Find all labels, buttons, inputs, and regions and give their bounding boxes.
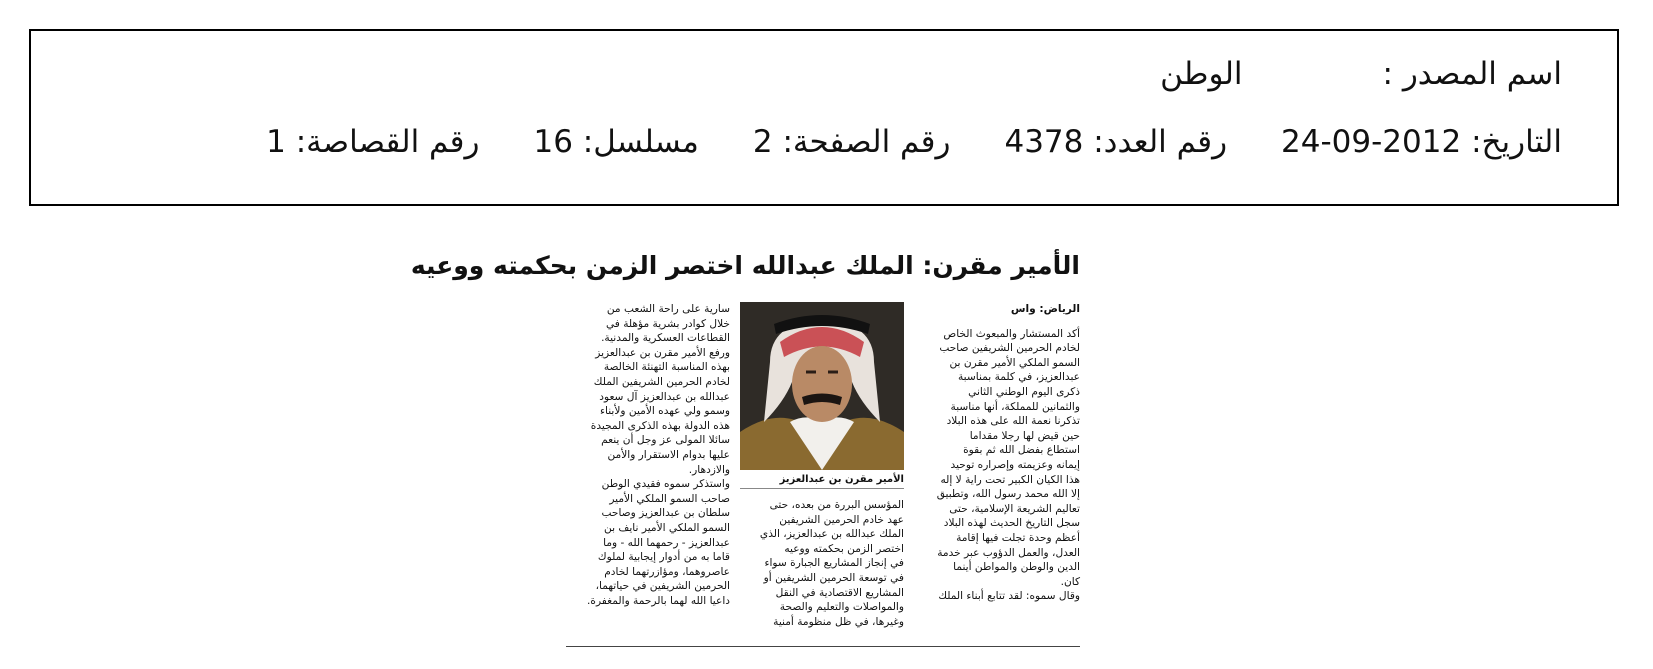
- date-label: التاريخ:: [1471, 124, 1562, 160]
- clip-value: 1: [266, 124, 286, 160]
- article-text-line: واستذكر سموه فقيدي الوطن: [601, 478, 730, 491]
- newspaper-article: [410, 250, 1080, 650]
- page-value: 2: [752, 124, 773, 160]
- article-text-line: أعظم وحدة تجلت فيها إقامة: [956, 531, 1080, 544]
- article-text-line: ذكرى اليوم الوطني الثاني: [968, 385, 1080, 398]
- article-text-line: وغيرها، في ظل منظومة أمنية: [773, 615, 904, 628]
- article-column-right: [920, 302, 1080, 604]
- issue-label: رقم العدد:: [1093, 124, 1228, 160]
- article-text-line: والثمانين للمملكة، أنها مناسبة: [950, 400, 1080, 413]
- article-text-line: المؤسس البررة من بعده، حتى: [769, 499, 904, 511]
- article-text-line: لخادم الحرمين الشريفين صاحب: [939, 342, 1080, 355]
- article-text-line: الحرمين الشريفين في حياتهما،: [595, 580, 730, 593]
- article-text-line: صاحب السمو الملكي الأمير: [609, 492, 730, 505]
- article-text-line: السمو الملكي الأمير مقرن بن: [949, 356, 1080, 369]
- article-text-line: عاصروهما، ومؤازرتهما لخادم: [604, 565, 730, 578]
- article-text-line: الملك عبدالله بن عبدالعزيز، الذي: [759, 528, 904, 541]
- serial-value: 16: [533, 124, 573, 160]
- article-text-line: تذكرنا نعمة الله على هذه البلاد: [946, 415, 1080, 428]
- article-text-line: هذه الدولة بهذه الذكرى المجيدة: [590, 419, 730, 432]
- details-row: [266, 124, 1562, 160]
- article-text-line: سائلا المولى عز وجل أن ينعم: [601, 434, 730, 447]
- clip-label: رقم القصاصة:: [295, 124, 480, 160]
- serial-label: مسلسل:: [582, 124, 699, 160]
- source-row: [1160, 56, 1562, 92]
- article-text-line: الدين والوطن والمواطن أينما: [953, 561, 1080, 574]
- article-column-left: [566, 302, 730, 608]
- column-right-text: [920, 327, 1080, 604]
- article-text-line: لخادم الحرمين الشريفين الملك: [593, 375, 730, 388]
- article-text-line: داعيا الله لهما بالرحمة والمغفرة.: [587, 594, 730, 607]
- article-byline: الرياض: واس: [1010, 303, 1080, 315]
- article-text-line: سارية على راحة الشعب من: [606, 303, 730, 315]
- article-text-line: والازدهار.: [688, 463, 730, 476]
- issue-value: 4378: [1004, 124, 1084, 160]
- article-text-line: وسمو ولي عهده الأمين ولأبناء: [600, 405, 730, 418]
- portrait-image: [740, 302, 904, 470]
- article-headline: الأمير مقرن: الملك عبدالله اختصر الزمن بحكمته ووعيه: [410, 251, 1080, 280]
- article-text-line: في توسعة الحرمين الشريفين أو: [763, 571, 904, 584]
- article-text-line: عليها بدوام الاستقرار والأمن: [607, 448, 730, 461]
- source-label: اسم المصدر :: [1382, 56, 1562, 92]
- article-text-line: عبدالعزيز - رحمهما الله - وما: [603, 536, 730, 549]
- article-text-line: خلال كوادر بشرية مؤهلة في: [605, 317, 730, 330]
- page-label: رقم الصفحة:: [782, 124, 951, 160]
- article-bottom-rule: [566, 646, 1080, 647]
- article-text-line: وقال سموه: لقد تتابع أبناء الملك: [938, 590, 1080, 603]
- article-text-line: سجل التاريخ الحديث لهذه البلاد: [943, 517, 1080, 530]
- article-text-line: اختصر الزمن بحكمته ووعيه: [784, 542, 904, 555]
- source-value: الوطن: [1160, 56, 1243, 92]
- article-text-line: قاما به من أدوار إيجابية لملوك: [597, 551, 730, 564]
- article-text-line: عبدالعزيز، في كلمة بمناسبة: [957, 371, 1080, 384]
- article-text-line: عهد خادم الحرمين الشريفين: [779, 513, 904, 526]
- article-text-line: العدل، والعمل الدؤوب عبر خدمة: [937, 546, 1080, 559]
- date-value: 24-09-2012: [1281, 124, 1462, 160]
- article-text-line: عبدالله بن عبدالعزيز آل سعود: [599, 390, 730, 403]
- article-text-line: في إنجاز المشاريع الجبارة سواء: [764, 557, 904, 570]
- article-text-line: هذا الكيان الكبير تحت راية لا إله: [940, 473, 1080, 486]
- article-text-line: إيمانه وعزيمته وإصراره توحيد: [950, 458, 1080, 471]
- article-text-line: تعاليم الشريعة الإسلامية، حتى: [949, 502, 1080, 515]
- article-text-line: القطاعات العسكرية والمدنية.: [601, 332, 730, 345]
- article-text-line: إلا الله محمد رسول الله، وتطبيق: [936, 488, 1080, 501]
- article-text-line: المشاريع الاقتصادية في النقل: [775, 586, 904, 599]
- article-text-line: حين قيض لها رجلا مقداما: [969, 429, 1080, 442]
- article-column-middle: [740, 498, 904, 629]
- article-text-line: والمواصلات والتعليم والصحة: [779, 601, 904, 614]
- article-text-line: بهذه المناسبة التهنئة الخالصة: [603, 361, 730, 374]
- article-photo: [740, 302, 904, 470]
- article-text-line: استطاع بفضل الله ثم بقوة: [963, 444, 1080, 457]
- article-text-line: ورفع الأمير مقرن بن عبدالعزيز: [595, 346, 730, 359]
- photo-caption: الأمير مقرن بن عبدالعزيز: [740, 474, 904, 489]
- article-text-line: سلطان بن عبدالعزيز وصاحب: [601, 507, 730, 520]
- article-text-line: السمو الملكي الأمير نايف بن: [604, 521, 730, 534]
- clipping-metadata-box: [29, 29, 1619, 206]
- article-text-line: أكد المستشار والمبعوث الخاص: [943, 327, 1080, 340]
- article-text-line: كان.: [1060, 575, 1080, 588]
